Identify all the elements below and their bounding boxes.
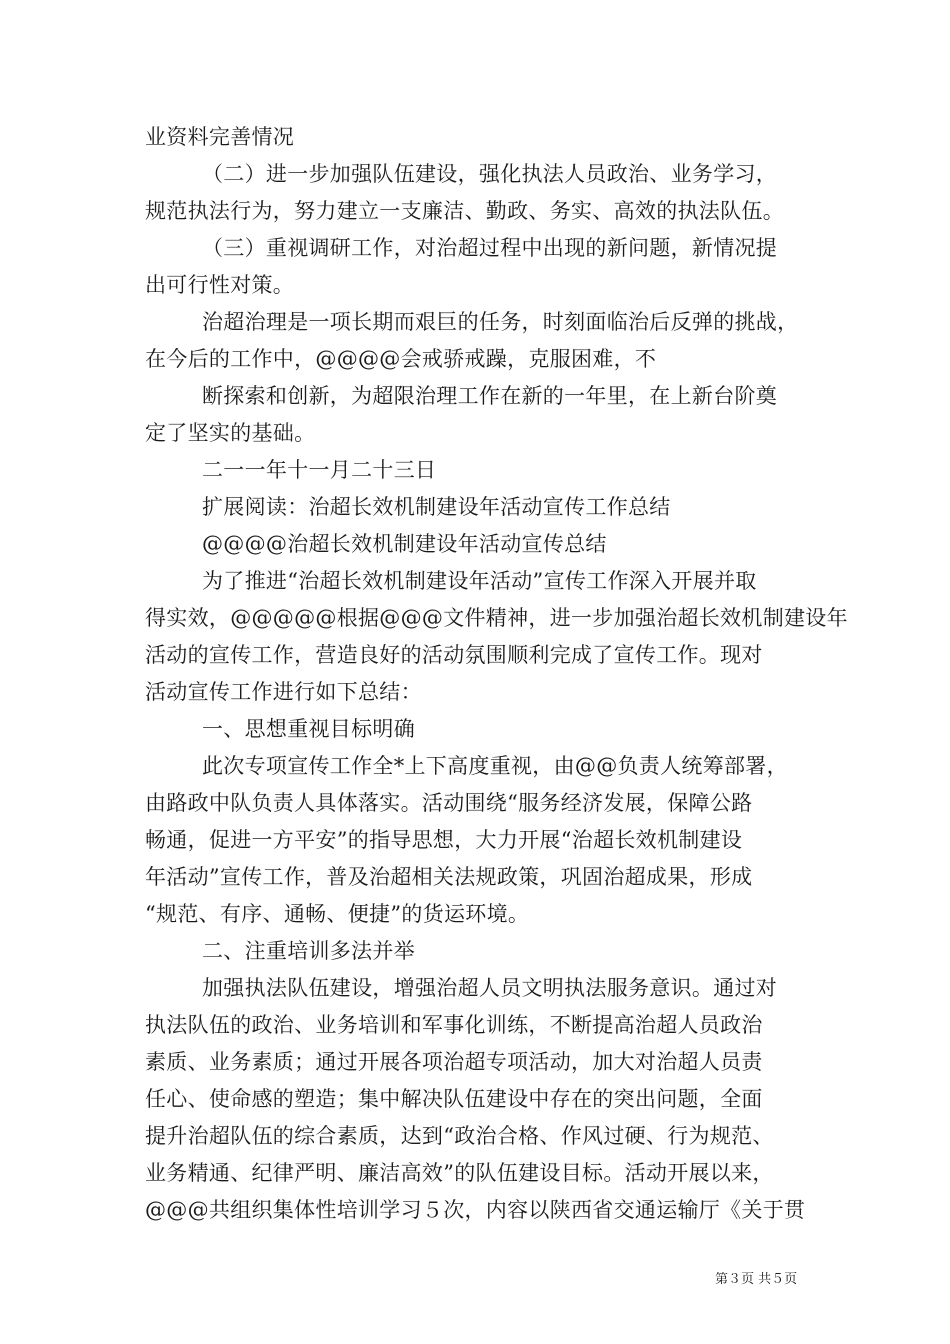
text-line: 由路政中队负责人具体落实。活动围绕“服务经济发展，保障公路 bbox=[145, 791, 753, 815]
text-line: 断探索和创新，为超限治理工作在新的一年里，在上新台阶奠 bbox=[202, 384, 778, 408]
date-line: 二一一年十一月二十三日 bbox=[202, 458, 437, 482]
text-line: 在今后的工作中，@@@@会戒骄戒躁，克服困难，不 bbox=[145, 347, 657, 371]
text-line: 活动宣传工作进行如下总结： bbox=[145, 680, 422, 704]
text-line: 活动的宣传工作，营造良好的活动氛围顺利完成了宣传工作。现对 bbox=[145, 643, 763, 667]
text-line: 业资料完善情况 bbox=[145, 125, 295, 149]
text-line: （三）重视调研工作，对治超过程中出现的新问题，新情况提 bbox=[202, 236, 778, 260]
text-line: “规范、有序、通畅、便捷”的货运环境。 bbox=[145, 902, 530, 926]
text-line: 素质、业务素质；通过开展各项治超专项活动，加大对治超人员责 bbox=[145, 1050, 763, 1074]
text-line: 规范执法行为，努力建立一支廉洁、勤政、务实、高效的执法队伍。 bbox=[145, 199, 784, 223]
text-line: 出可行性对策。 bbox=[145, 273, 295, 297]
subheading: 二、注重培训多法并举 bbox=[202, 939, 415, 963]
text-line: 年活动”宣传工作，普及治超相关法规政策，巩固治超成果，形成 bbox=[145, 865, 753, 889]
text-line: （二）进一步加强队伍建设，强化执法人员政治、业务学习， bbox=[202, 162, 778, 186]
section-title: @@@@治超长效机制建设年活动宣传总结 bbox=[202, 532, 607, 556]
text-line: 执法队伍的政治、业务培训和军事化训练，不断提高治超人员政治 bbox=[145, 1013, 763, 1037]
text-line: @@@共组织集体性培训学习５次，内容以陕西省交通运输厅《关于贯 bbox=[145, 1198, 806, 1222]
text-line: 加强执法队伍建设，增强治超人员文明执法服务意识。通过对 bbox=[202, 976, 778, 1000]
text-line: 提升治超队伍的综合素质，达到“政治合格、作风过硬、行为规范、 bbox=[145, 1124, 774, 1148]
text-line: 业务精通、纪律严明、廉洁高效”的队伍建设目标。活动开展以来， bbox=[145, 1161, 774, 1185]
text-line: 此次专项宣传工作全*上下高度重视，由@@负责人统筹部署， bbox=[202, 754, 788, 778]
extended-reading-heading: 扩展阅读：治超长效机制建设年活动宣传工作总结 bbox=[202, 495, 671, 519]
page-number: 第３页 共５页 bbox=[715, 1272, 798, 1287]
text-line: 任心、使命感的塑造；集中解决队伍建设中存在的突出问题，全面 bbox=[145, 1087, 763, 1111]
text-line: 定了坚实的基础。 bbox=[145, 421, 316, 445]
text-line: 治超治理是一项长期而艰巨的任务，时刻面临治后反弹的挑战， bbox=[202, 310, 799, 334]
subheading: 一、思想重视目标明确 bbox=[202, 717, 415, 741]
text-line: 为了推进“治超长效机制建设年活动”宣传工作深入开展并取 bbox=[202, 569, 757, 593]
text-line: 得实效，@@@@@根据@@@文件精神，进一步加强治超长效机制建设年 bbox=[145, 606, 848, 630]
text-line: 畅通，促进一方平安”的指导思想，大力开展“治超长效机制建设 bbox=[145, 828, 743, 852]
